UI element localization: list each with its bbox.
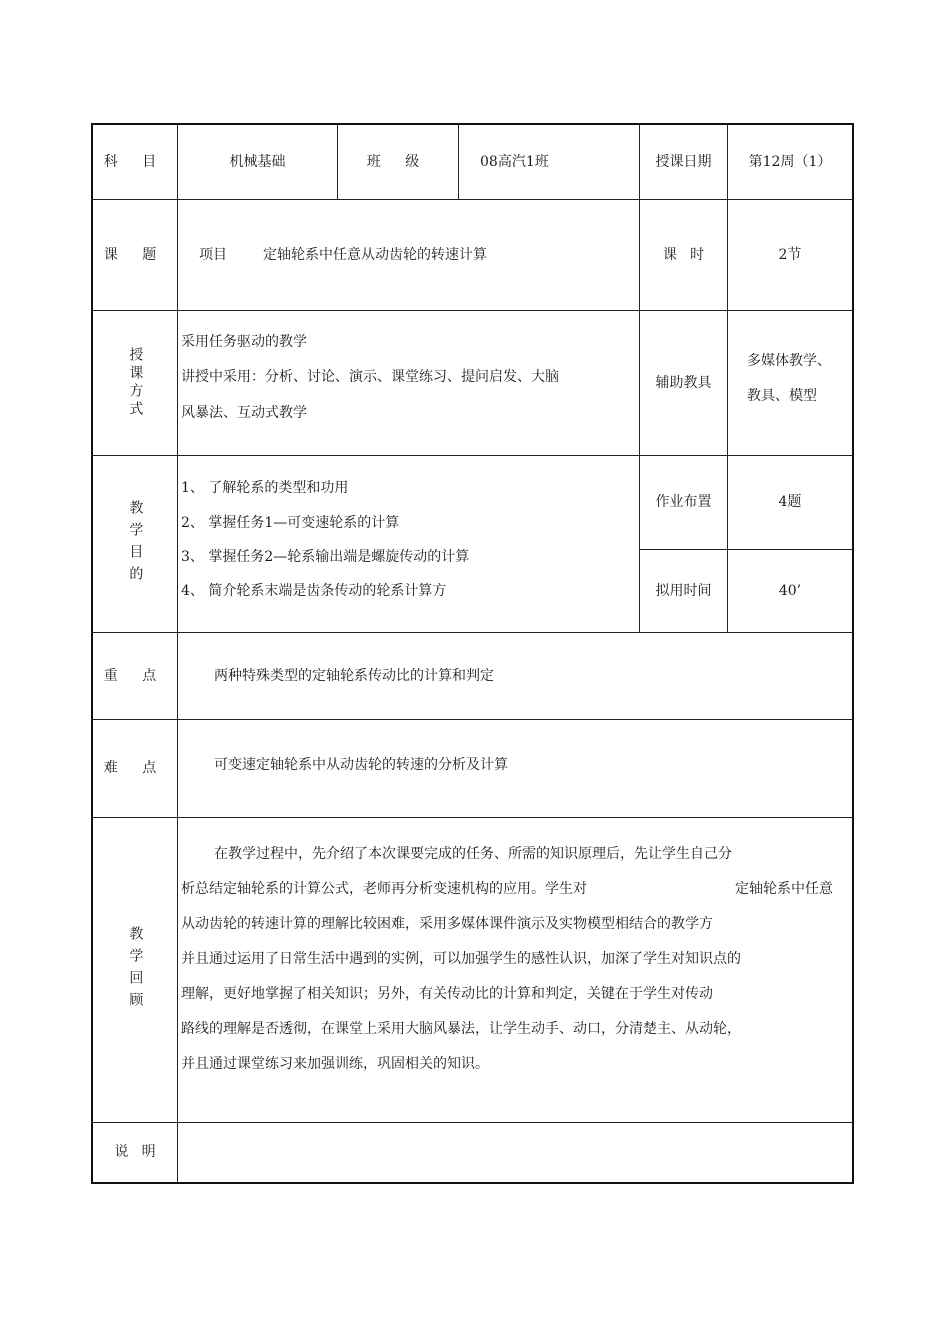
method-line: 讲授中采用：分析、讨论、演示、课堂练习、提问启发、大脑 (181, 369, 559, 385)
objectives-list (178, 456, 639, 632)
date-value: 第12周（1） (748, 153, 832, 170)
hours-label: 课 时 (662, 246, 705, 263)
objective-item: 3、 掌握任务2—轮系输出端是螺旋传动的计算 (181, 549, 470, 565)
key-point-text: 两种特殊类型的定轴轮系传动比的计算和判定 (214, 667, 494, 684)
aids-label: 辅助教具 (655, 374, 712, 391)
objective-item: 4、 简介轮系末端是齿条传动的轮系计算方 (181, 583, 447, 599)
objective-item: 2、 掌握任务1—可变速轮系的计算 (181, 515, 400, 531)
homework-label: 作业布置 (655, 494, 712, 511)
note-label: 说 明 (114, 1144, 156, 1161)
review-line: 析总结定轴轮系的计算公式，老师再分析变速机构的应用。学生对 (181, 881, 587, 897)
review-line: 并且通过课堂练习来加强训练，巩固相关的知识。 (181, 1056, 489, 1072)
review-body (178, 818, 852, 1122)
subject-value: 机械基础 (229, 153, 286, 170)
review-label: 教学回顾 (127, 926, 144, 1014)
objectives-label: 教学目的 (127, 500, 144, 588)
difficulty-label: 难 点 (103, 760, 167, 777)
topic-title: 定轴轮系中任意从动齿轮的转速计算 (263, 246, 487, 263)
method-body (178, 311, 639, 455)
topic-label: 课 题 (103, 246, 167, 263)
objective-item: 1、 了解轮系的类型和功用 (181, 480, 349, 496)
time-label: 拟用时间 (655, 582, 712, 599)
date-label: 授课日期 (655, 153, 712, 170)
method-label: 授课方式 (127, 347, 144, 419)
homework-value: 4题 (778, 494, 802, 511)
review-line: 并且通过运用了日常生活中遇到的实例，可以加强学生的感性认识，加深了学生对知识点的 (181, 951, 741, 967)
lesson-plan-table (91, 123, 854, 1184)
review-line: 从动齿轮的转速计算的理解比较困难，采用多媒体课件演示及实物模型相结合的教学方 (181, 916, 713, 932)
review-line: 理解，更好地掌握了相关知识；另外，有关传动比的计算和判定，关键在于学生对传动 (181, 986, 713, 1002)
difficulty-text: 可变速定轴轮系中从动齿轮的转速的分析及计算 (214, 757, 508, 773)
class-value: 08高汽1班 (480, 153, 549, 170)
hours-value: 2节 (778, 246, 802, 263)
aids-line: 教具、模型 (747, 388, 817, 404)
review-line: 路线的理解是否透彻，在课堂上采用大脑风暴法，让学生动手、动口，分清楚主、从动轮， (181, 1021, 741, 1037)
time-value: 40’ (778, 582, 802, 599)
aids-line: 多媒体教学、 (747, 353, 831, 369)
aids-value (728, 311, 852, 455)
class-label: 班 级 (366, 153, 430, 170)
method-line: 采用任务驱动的教学 (181, 334, 307, 350)
key-point-label: 重 点 (103, 667, 167, 684)
topic-prefix: 项目 (199, 246, 227, 263)
review-line: 在教学过程中，先介绍了本次课要完成的任务、所需的知识原理后，先让学生自己分 (214, 846, 732, 862)
subject-label: 科 目 (103, 153, 167, 170)
method-line: 风暴法、互动式教学 (181, 405, 307, 421)
review-line: 定轴轮系中任意 (735, 881, 833, 897)
